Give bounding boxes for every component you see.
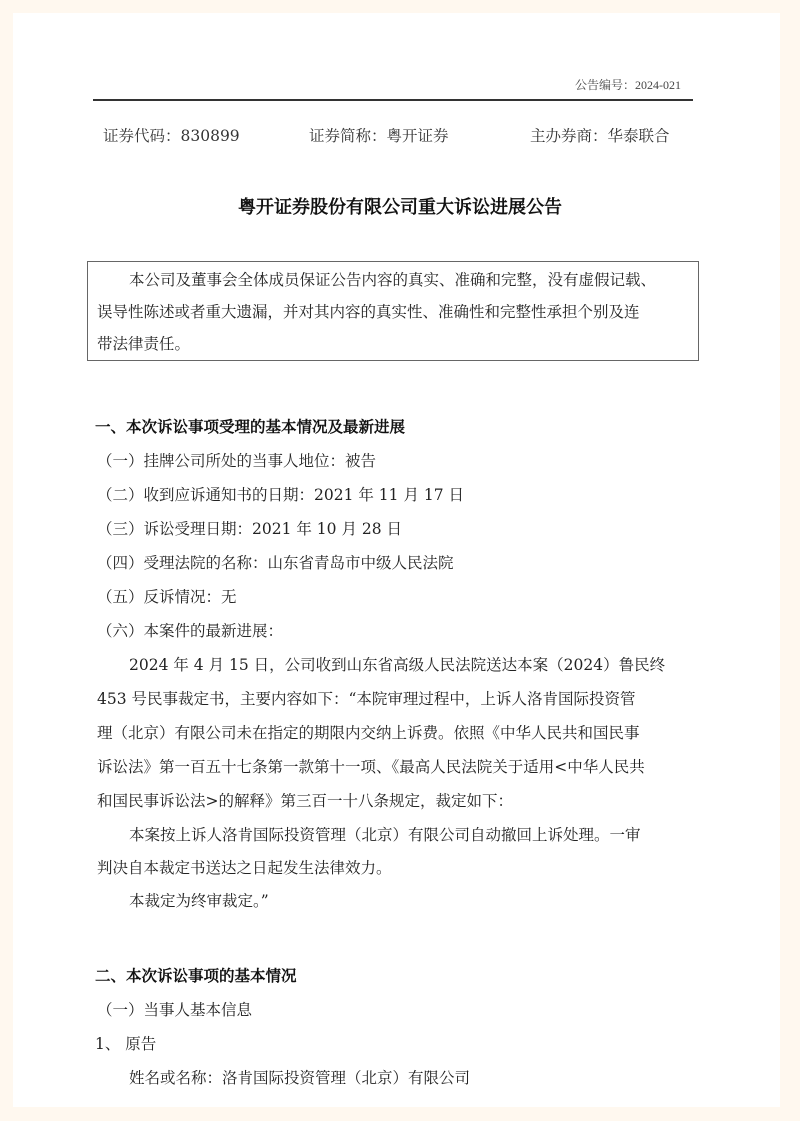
list-item: （一）挂牌公司所处的当事人地位：被告 — [97, 452, 377, 470]
progress-line: 诉讼法》第一百五十七条第一款第十一项、《最高人民法院关于适用<中华人民共 — [97, 758, 645, 776]
stock-code: 证券代码：830899 — [103, 127, 240, 145]
progress-line: 理（北京）有限公司未在指定的期限内交纳上诉费。依照《中华人民共和国民事 — [97, 724, 640, 742]
plaintiff-label: 1、 原告 — [95, 1035, 157, 1053]
list-item: （四）受理法院的名称：山东省青岛市中级人民法院 — [97, 554, 454, 572]
page-title: 粤开证券股份有限公司重大诉讼进展公告 — [238, 197, 562, 218]
list-item: （五）反诉情况：无 — [97, 588, 237, 606]
list-item: （三）诉讼受理日期：2021 年 10 月 28 日 — [97, 520, 403, 538]
progress-line: 判决自本裁定书送达之日起发生法律效力。 — [97, 859, 392, 877]
stock-abbreviation: 证券简称：粤开证券 — [309, 127, 449, 145]
header-divider — [93, 99, 693, 101]
progress-line: 本案按上诉人洛肯国际投资管理（北京）有限公司自动撤回上诉处理。一审 — [129, 826, 641, 844]
progress-line: 本裁定为终审裁定。” — [129, 892, 269, 910]
disclaimer-line: 带法律责任。 — [97, 335, 191, 353]
list-item: （六）本案件的最新进展： — [97, 622, 284, 640]
progress-line: 453 号民事裁定书，主要内容如下：“本院审理过程中，上诉人洛肯国际投资管 — [97, 690, 636, 708]
sponsor-broker: 主办券商：华泰联合 — [530, 127, 670, 145]
subsection-heading: （一）当事人基本信息 — [97, 1001, 253, 1019]
plaintiff-name: 姓名或名称：洛肯国际投资管理（北京）有限公司 — [129, 1069, 471, 1087]
disclaimer-line: 误导性陈述或者重大遗漏，并对其内容的真实性、准确性和完整性承担个别及连 — [97, 303, 640, 321]
announcement-number: 公告编号：2024-021 — [575, 78, 681, 92]
list-item: （二）收到应诉通知书的日期：2021 年 11 月 17 日 — [97, 486, 465, 504]
progress-line: 2024 年 4 月 15 日，公司收到山东省高级人民法院送达本案（2024）鲁民终 — [129, 656, 666, 674]
section-heading-1: 一、本次诉讼事项受理的基本情况及最新进展 — [95, 417, 406, 436]
progress-line: 和国民事诉讼法>的解释》第三百一十八条规定，裁定如下： — [97, 792, 513, 810]
disclaimer-line: 本公司及董事会全体成员保证公告内容的真实、准确和完整，没有虚假记载、 — [129, 271, 657, 289]
section-heading-2: 二、本次诉讼事项的基本情况 — [95, 966, 297, 985]
